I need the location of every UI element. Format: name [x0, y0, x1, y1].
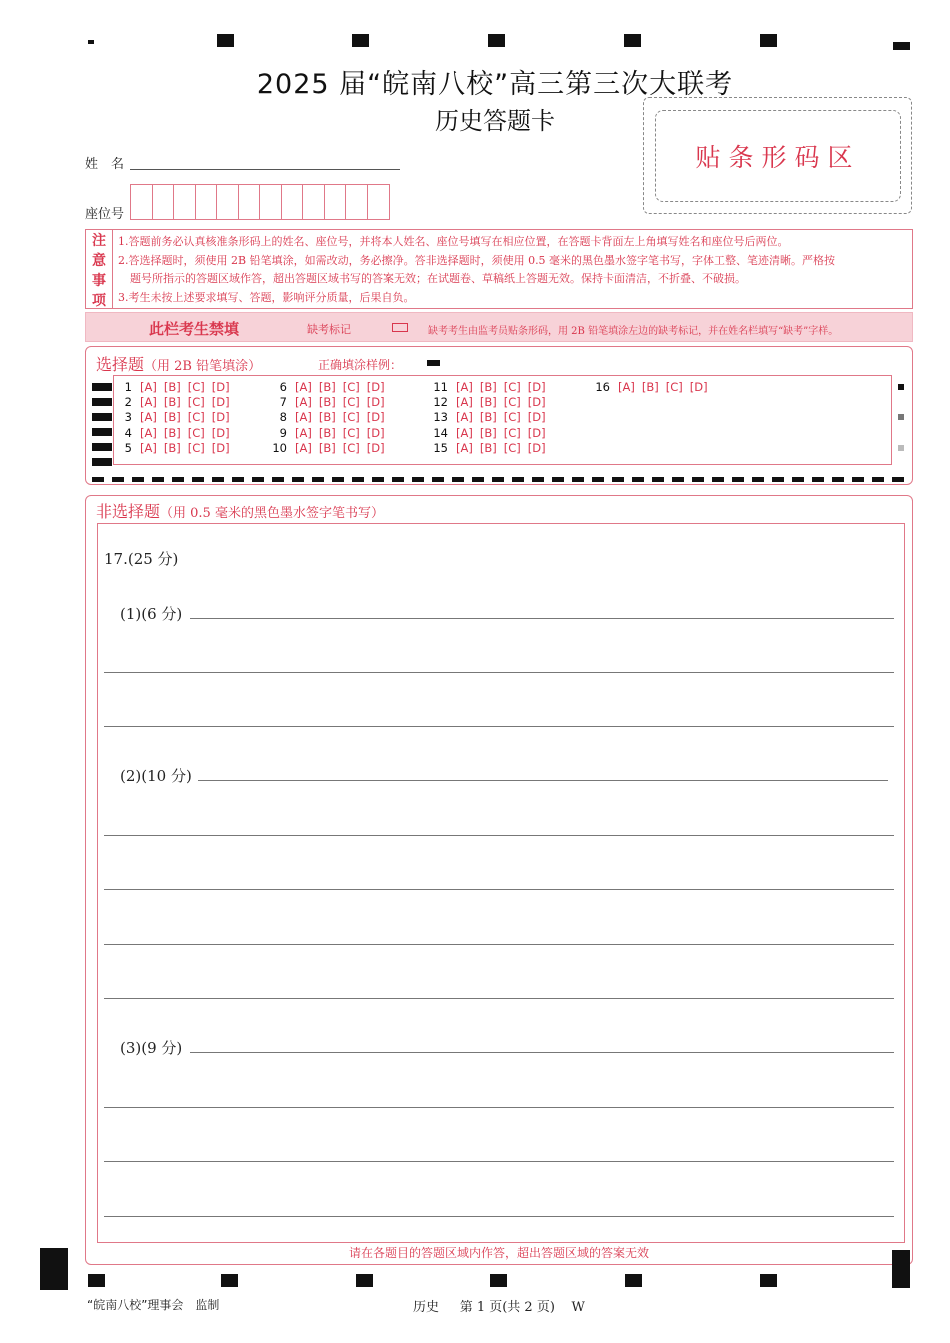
question-number: 8: [279, 410, 287, 425]
timing-mark: [332, 477, 344, 482]
question-number: 1: [124, 380, 132, 394]
timing-mark: [625, 1274, 642, 1287]
answer-bubble[interactable]: [B]: [479, 425, 497, 440]
name-label: 姓 名: [85, 157, 125, 172]
answer-line[interactable]: [190, 618, 894, 619]
timing-mark-row: [92, 477, 912, 483]
answer-bubble[interactable]: [D]: [211, 410, 230, 425]
answer-area-17[interactable]: [97, 523, 905, 1243]
timing-mark: [532, 477, 544, 482]
answer-bubble[interactable]: [C]: [503, 410, 521, 425]
timing-mark: [40, 1248, 68, 1290]
seat-cell[interactable]: [325, 185, 347, 219]
choice-question-11: [430, 380, 553, 394]
choice-question-13: [430, 410, 553, 424]
timing-mark: [488, 34, 505, 47]
question-number: 13: [433, 410, 448, 425]
timing-mark: [392, 477, 404, 482]
answer-bubble[interactable]: [C]: [342, 425, 360, 440]
question-number: 12: [433, 395, 448, 410]
timing-mark: [412, 477, 424, 482]
seat-cell[interactable]: [239, 185, 261, 219]
timing-mark: [92, 398, 112, 406]
timing-mark: [552, 477, 564, 482]
answer-bubble[interactable]: [D]: [527, 425, 546, 440]
answer-bubble[interactable]: [C]: [187, 440, 205, 455]
timing-mark: [92, 413, 112, 421]
timing-mark: [512, 477, 524, 482]
timing-mark: [452, 477, 464, 482]
notice-line: 3.考生未按上述要求填写、答题，影响评分质量，后果自负。: [118, 290, 415, 304]
question-number: 7: [279, 395, 287, 410]
part-3-label: (3)(9 分): [120, 1039, 183, 1057]
timing-mark: [872, 477, 884, 482]
barcode-area-label: 贴条形码区: [695, 143, 861, 172]
answer-bubble[interactable]: [A]: [456, 440, 473, 455]
answer-bubble[interactable]: [D]: [527, 410, 546, 425]
answer-bubble[interactable]: [D]: [366, 425, 385, 440]
answer-bubble[interactable]: [B]: [163, 425, 181, 440]
timing-mark: [472, 477, 484, 482]
timing-mark: [572, 477, 584, 482]
timing-mark: [592, 477, 604, 482]
timing-mark: [898, 384, 904, 390]
answer-bubble[interactable]: [B]: [318, 425, 336, 440]
timing-mark: [232, 477, 244, 482]
answer-bubble[interactable]: [A]: [618, 380, 635, 394]
choice-title: 选择题（用 2B 铅笔填涂）: [96, 355, 262, 374]
choice-question-4: [114, 426, 237, 440]
answer-bubble[interactable]: [A]: [456, 425, 473, 440]
seat-cell[interactable]: [131, 185, 153, 219]
question-number: 16: [595, 380, 610, 394]
answer-bubble[interactable]: [D]: [211, 425, 230, 440]
answer-bubble[interactable]: [A]: [456, 410, 473, 425]
barcode-area[interactable]: [655, 110, 901, 202]
question-17-label: 17.(25 分): [104, 550, 179, 568]
choice-question-3: [114, 410, 237, 424]
answer-line[interactable]: [104, 944, 894, 945]
seat-cell[interactable]: [303, 185, 325, 219]
answer-line[interactable]: [104, 672, 894, 673]
answer-bubble[interactable]: [D]: [211, 380, 230, 394]
timing-mark: [652, 477, 664, 482]
answer-bubble[interactable]: [B]: [163, 410, 181, 425]
question-number: 15: [433, 440, 448, 455]
answer-bubble[interactable]: [A]: [140, 440, 157, 455]
answer-bubble[interactable]: [D]: [366, 440, 385, 455]
footer-organizer: “皖南八校”理事会 监制: [87, 1298, 220, 1312]
choice-grid: [113, 375, 892, 465]
seat-cell[interactable]: [153, 185, 175, 219]
answer-bubble[interactable]: [B]: [318, 380, 336, 394]
answer-line[interactable]: [104, 1107, 894, 1108]
timing-mark: [852, 477, 864, 482]
answer-bubble[interactable]: [B]: [163, 380, 181, 394]
answer-bubble[interactable]: [D]: [211, 440, 230, 455]
timing-mark: [92, 428, 112, 436]
timing-mark: [352, 34, 369, 47]
answer-bubble[interactable]: [A]: [140, 425, 157, 440]
examiner-only-strip: [85, 312, 913, 342]
seat-label: 座位号: [85, 207, 125, 222]
timing-mark: [356, 1274, 373, 1287]
question-number: 9: [279, 425, 287, 440]
answer-line[interactable]: [104, 998, 894, 999]
choice-question-6: [269, 380, 392, 394]
answer-line[interactable]: [104, 1161, 894, 1162]
answer-bubble[interactable]: [A]: [456, 380, 473, 394]
notice-line: 2.答选择题时，须使用 2B 铅笔填涂，如需改动，务必擦净。答非选择题时，须使用 0.5 毫米的黑色墨水签字笔书写，字体工整、笔迹清晰。严格按: [118, 253, 836, 267]
non-choice-title: 非选择题（用 0.5 毫米的黑色墨水签字笔书写）: [96, 502, 384, 521]
answer-bubble[interactable]: [B]: [318, 440, 336, 455]
timing-mark: [88, 1274, 105, 1287]
examiner-only-title: 此栏考生禁填: [149, 320, 240, 338]
answer-bubble[interactable]: [A]: [140, 380, 157, 394]
answer-bubble[interactable]: [B]: [163, 395, 181, 410]
notice-heading: 注 意 事 项: [86, 230, 113, 308]
question-number: 5: [124, 440, 132, 455]
answer-bubble[interactable]: [D]: [211, 395, 230, 410]
footer-page: 第 1 页(共 2 页): [459, 1300, 555, 1315]
question-number: 4: [124, 425, 132, 440]
choice-question-14: [430, 426, 553, 440]
answer-bubble[interactable]: [A]: [295, 395, 312, 410]
answer-bubble[interactable]: [B]: [318, 395, 336, 410]
timing-mark: [624, 34, 641, 47]
answer-bubble[interactable]: [C]: [503, 425, 521, 440]
answer-bubble[interactable]: [C]: [342, 380, 360, 394]
question-number: 11: [433, 380, 448, 394]
choice-question-7: [269, 395, 392, 409]
timing-mark: [792, 477, 804, 482]
timing-mark: [372, 477, 384, 482]
timing-mark: [112, 477, 124, 482]
timing-mark: [212, 477, 224, 482]
timing-mark: [217, 34, 234, 47]
timing-mark: [492, 477, 504, 482]
non-choice-section: [85, 495, 913, 1265]
timing-mark: [88, 40, 94, 44]
choice-question-16: [592, 380, 715, 394]
answer-bubble[interactable]: [C]: [342, 410, 360, 425]
answer-bubble[interactable]: [D]: [527, 395, 546, 410]
answer-bubble[interactable]: [C]: [665, 380, 683, 394]
fill-example-mark: [427, 360, 440, 366]
answer-line[interactable]: [104, 726, 894, 727]
timing-mark: [92, 443, 112, 451]
answer-bubble[interactable]: [A]: [295, 425, 312, 440]
answer-bubble[interactable]: [C]: [342, 395, 360, 410]
timing-mark: [152, 477, 164, 482]
footer-code: W: [571, 1300, 585, 1315]
timing-mark: [712, 477, 724, 482]
answer-bubble[interactable]: [C]: [187, 395, 205, 410]
answer-bubble[interactable]: [D]: [366, 395, 385, 410]
seat-cell[interactable]: [260, 185, 282, 219]
answer-bubble[interactable]: [B]: [479, 395, 497, 410]
answer-bubble[interactable]: [D]: [527, 380, 546, 394]
timing-mark: [490, 1274, 507, 1287]
timing-mark: [812, 477, 824, 482]
seat-cell[interactable]: [282, 185, 304, 219]
footer-subject: 历史: [413, 1300, 440, 1315]
choice-question-12: [430, 395, 553, 409]
answer-line[interactable]: [104, 889, 894, 890]
answer-bubble[interactable]: [B]: [479, 440, 497, 455]
timing-mark: [172, 477, 184, 482]
timing-mark: [892, 477, 904, 482]
notice-text: [118, 233, 908, 307]
answer-bubble[interactable]: [C]: [187, 380, 205, 394]
seat-cell[interactable]: [368, 185, 390, 219]
seat-number-grid[interactable]: [130, 184, 390, 220]
answer-bubble[interactable]: [A]: [295, 380, 312, 394]
timing-mark: [692, 477, 704, 482]
answer-bubble[interactable]: [D]: [527, 440, 546, 455]
timing-mark: [672, 477, 684, 482]
timing-mark: [92, 383, 112, 391]
answer-bubble[interactable]: [B]: [641, 380, 659, 394]
seat-cell[interactable]: [346, 185, 368, 219]
timing-mark: [892, 1250, 910, 1288]
absent-mark-label: 缺考标记: [307, 323, 351, 336]
choice-question-1: [114, 380, 237, 394]
choice-section: [85, 346, 913, 485]
answer-area-warning: 请在各题目的答题区域内作答，超出答题区域的答案无效: [348, 1246, 649, 1260]
absent-mark-box[interactable]: [392, 323, 408, 332]
notice-box: [85, 229, 913, 309]
timing-mark: [898, 414, 904, 420]
answer-bubble[interactable]: [D]: [689, 380, 708, 394]
name-field[interactable]: [130, 169, 400, 170]
choice-question-9: [269, 426, 392, 440]
card-subtitle: 历史答题卡: [435, 107, 555, 135]
answer-bubble[interactable]: [A]: [456, 395, 473, 410]
answer-bubble[interactable]: [A]: [295, 410, 312, 425]
timing-mark: [292, 477, 304, 482]
timing-mark: [312, 477, 324, 482]
answer-bubble[interactable]: [A]: [140, 395, 157, 410]
choice-question-10: [269, 441, 392, 455]
timing-mark: [272, 477, 284, 482]
timing-mark: [132, 477, 144, 482]
timing-mark: [752, 477, 764, 482]
answer-bubble[interactable]: [D]: [366, 410, 385, 425]
timing-mark: [192, 477, 204, 482]
answer-bubble[interactable]: [B]: [318, 410, 336, 425]
answer-bubble[interactable]: [C]: [342, 440, 360, 455]
timing-mark: [252, 477, 264, 482]
timing-mark: [221, 1274, 238, 1287]
choice-question-2: [114, 395, 237, 409]
answer-bubble[interactable]: [B]: [479, 410, 497, 425]
timing-mark: [612, 477, 624, 482]
timing-mark: [432, 477, 444, 482]
answer-bubble[interactable]: [D]: [366, 380, 385, 394]
notice-line: 题号所指示的答题区域作答，超出答题区域书写的答案无效；在试题卷、草稿纸上答题无效。保持卡面清洁，不折叠、不破损。: [130, 272, 746, 285]
answer-line[interactable]: [104, 835, 894, 836]
question-number: 14: [433, 425, 448, 440]
part-2-label: (2)(10 分): [120, 767, 192, 785]
choice-question-8: [269, 410, 392, 424]
answer-bubble[interactable]: [C]: [503, 395, 521, 410]
answer-bubble[interactable]: [A]: [295, 440, 312, 455]
timing-mark: [760, 1274, 777, 1287]
timing-mark: [732, 477, 744, 482]
question-number: 2: [124, 395, 132, 410]
answer-bubble[interactable]: [C]: [503, 380, 521, 394]
choice-question-15: [430, 441, 553, 455]
answer-bubble[interactable]: [C]: [503, 440, 521, 455]
seat-cell[interactable]: [196, 185, 218, 219]
timing-mark: [632, 477, 644, 482]
seat-cell[interactable]: [217, 185, 239, 219]
fill-example-label: 正确填涂样例：: [318, 358, 403, 372]
footer-page-info: [413, 1296, 585, 1315]
answer-bubble[interactable]: [C]: [187, 425, 205, 440]
question-number: 6: [279, 380, 287, 394]
answer-line[interactable]: [190, 1052, 894, 1053]
answer-line[interactable]: [198, 780, 888, 781]
timing-mark: [898, 445, 904, 451]
answer-bubble[interactable]: [B]: [479, 380, 497, 394]
absent-note: 缺考考生由监考员贴条形码，用 2B 铅笔填涂左边的缺考标记，并在姓名栏填写“缺考”字样。: [428, 326, 839, 337]
timing-mark: [92, 477, 104, 482]
answer-bubble[interactable]: [C]: [187, 410, 205, 425]
answer-line[interactable]: [104, 1216, 894, 1217]
timing-mark: [352, 477, 364, 482]
timing-mark: [772, 477, 784, 482]
timing-mark: [893, 42, 910, 50]
seat-cell[interactable]: [174, 185, 196, 219]
answer-bubble[interactable]: [B]: [163, 440, 181, 455]
card-title: 2025 届“皖南八校”高三第三次大联考: [256, 69, 734, 100]
choice-question-5: [114, 441, 237, 455]
answer-bubble[interactable]: [A]: [140, 410, 157, 425]
question-number: 3: [124, 410, 132, 425]
notice-line: 1.答题前务必认真核准条形码上的姓名、座位号，并将本人姓名、座位号填写在相应位置，在答题卡背面左上角填写姓名和座位号后两位。: [118, 235, 789, 248]
timing-mark: [92, 458, 112, 466]
timing-mark: [760, 34, 777, 47]
part-1-label: (1)(6 分): [120, 605, 183, 623]
question-number: 10: [272, 440, 287, 455]
timing-mark: [832, 477, 844, 482]
